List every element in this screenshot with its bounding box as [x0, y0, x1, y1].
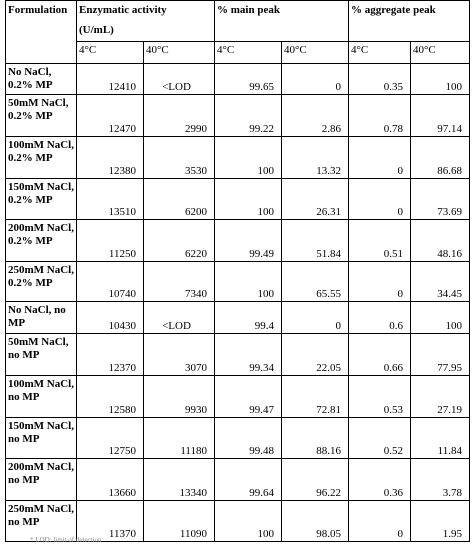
value-cell: 100: [215, 179, 282, 220]
value-cell: 0: [349, 137, 411, 179]
formulation-cell: No NaCl, 0.2% MP: [6, 64, 77, 95]
value-cell: 7340: [144, 262, 215, 302]
value-cell: 10740: [77, 262, 144, 302]
value-cell: 13.32: [282, 137, 349, 179]
value-cell: 99.64: [215, 459, 282, 501]
value-cell: 99.47: [215, 376, 282, 418]
value-cell: 12380: [77, 137, 144, 179]
value-cell: 72.81: [282, 376, 349, 418]
value-cell: 99.4: [215, 302, 282, 334]
value-cell: 0.66: [349, 334, 411, 376]
value-cell: 13510: [77, 179, 144, 220]
value-cell: 6220: [144, 220, 215, 262]
table-row: [6, 95, 470, 137]
formulation-cell: 200mM NaCl, 0.2% MP: [6, 220, 77, 262]
table-row: [6, 334, 470, 376]
value-cell: 48.16: [411, 220, 470, 262]
value-cell: 12750: [77, 418, 144, 459]
activity-unit-label: (U/mL): [79, 24, 114, 36]
value-cell: 34.45: [411, 262, 470, 302]
value-cell: 0.6: [349, 302, 411, 334]
activity-header: [77, 1, 215, 42]
subheader-cell: 4°C: [77, 42, 144, 64]
value-cell: 0: [282, 64, 349, 95]
value-cell: 86.68: [411, 137, 470, 179]
value-cell: 0: [349, 179, 411, 220]
value-cell: 100: [411, 64, 470, 95]
value-cell: 99.49: [215, 220, 282, 262]
formulation-cell: 50mM NaCl, 0.2% MP: [6, 95, 77, 137]
value-cell: 3530: [144, 137, 215, 179]
value-cell: 11250: [77, 220, 144, 262]
value-cell: 11090: [144, 501, 215, 542]
value-cell: 12470: [77, 95, 144, 137]
value-cell: 99.22: [215, 95, 282, 137]
value-cell: 0: [282, 302, 349, 334]
main-peak-header: % main peak: [215, 1, 349, 42]
formulation-cell: 100mM NaCl, no MP: [6, 376, 77, 418]
value-cell: 26.31: [282, 179, 349, 220]
value-cell: 0.51: [349, 220, 411, 262]
value-cell: 97.14: [411, 95, 470, 137]
table-header: [6, 1, 470, 64]
value-cell: 2990: [144, 95, 215, 137]
value-cell: 0: [349, 501, 411, 542]
value-cell: <LOD: [144, 64, 215, 95]
value-cell: 65.55: [282, 262, 349, 302]
formulation-cell: 250mM NaCl, no MP: [6, 501, 77, 542]
formulation-cell: No NaCl, no MP: [6, 302, 77, 334]
value-cell: 99.48: [215, 418, 282, 459]
value-cell: 3070: [144, 334, 215, 376]
value-cell: 99.65: [215, 64, 282, 95]
value-cell: 9930: [144, 376, 215, 418]
table-row: [6, 64, 470, 95]
subheader-cell: 40°C: [144, 42, 215, 64]
formulation-cell: 150mM NaCl, no MP: [6, 418, 77, 459]
value-cell: 12370: [77, 334, 144, 376]
formulation-cell: 100mM NaCl, 0.2% MP: [6, 137, 77, 179]
value-cell: 11.84: [411, 418, 470, 459]
subheader-cell: 4°C: [215, 42, 282, 64]
formulation-cell: 150mM NaCl, 0.2% MP: [6, 179, 77, 220]
value-cell: 0.35: [349, 64, 411, 95]
value-cell: 3.78: [411, 459, 470, 501]
activity-header-label: Enzymatic activity: [79, 4, 167, 16]
table-row: [6, 220, 470, 262]
value-cell: 100: [215, 262, 282, 302]
table-row: [6, 302, 470, 334]
data-table-container: [5, 0, 470, 542]
value-cell: 11370: [77, 501, 144, 542]
value-cell: 6200: [144, 179, 215, 220]
value-cell: 96.22: [282, 459, 349, 501]
value-cell: 73.69: [411, 179, 470, 220]
aggregate-peak-header: % aggregate peak: [349, 1, 470, 42]
formulation-cell: 200mM NaCl, no MP: [6, 459, 77, 501]
value-cell: 2.86: [282, 95, 349, 137]
formulation-cell: 250mM NaCl, 0.2% MP: [6, 262, 77, 302]
value-cell: 100: [215, 501, 282, 542]
value-cell: 0.36: [349, 459, 411, 501]
value-cell: 11180: [144, 418, 215, 459]
table-row: [6, 179, 470, 220]
value-cell: 12410: [77, 64, 144, 95]
value-cell: 22.05: [282, 334, 349, 376]
value-cell: 12580: [77, 376, 144, 418]
value-cell: <LOD: [144, 302, 215, 334]
table-row: [6, 418, 470, 459]
table-body: [6, 64, 470, 542]
value-cell: 0.78: [349, 95, 411, 137]
table-row: [6, 376, 470, 418]
value-cell: 1.95: [411, 501, 470, 542]
table-row: [6, 459, 470, 501]
subheader-cell: 4°C: [349, 42, 411, 64]
value-cell: 10430: [77, 302, 144, 334]
value-cell: 0.53: [349, 376, 411, 418]
value-cell: 99.34: [215, 334, 282, 376]
value-cell: 88.16: [282, 418, 349, 459]
value-cell: 100: [411, 302, 470, 334]
value-cell: 13660: [77, 459, 144, 501]
value-cell: 51.84: [282, 220, 349, 262]
table-row: [6, 137, 470, 179]
value-cell: 100: [215, 137, 282, 179]
data-table: [5, 0, 470, 542]
table-row: [6, 262, 470, 302]
formulation-header: Formulation: [6, 1, 77, 64]
value-cell: 0.52: [349, 418, 411, 459]
value-cell: 13340: [144, 459, 215, 501]
subheader-cell: 40°C: [411, 42, 470, 64]
value-cell: 27.19: [411, 376, 470, 418]
footnote: * LOD: limit of detection: [30, 536, 102, 544]
value-cell: 98.05: [282, 501, 349, 542]
value-cell: 0: [349, 262, 411, 302]
value-cell: 77.95: [411, 334, 470, 376]
subheader-cell: 40°C: [282, 42, 349, 64]
formulation-cell: 50mM NaCl, no MP: [6, 334, 77, 376]
